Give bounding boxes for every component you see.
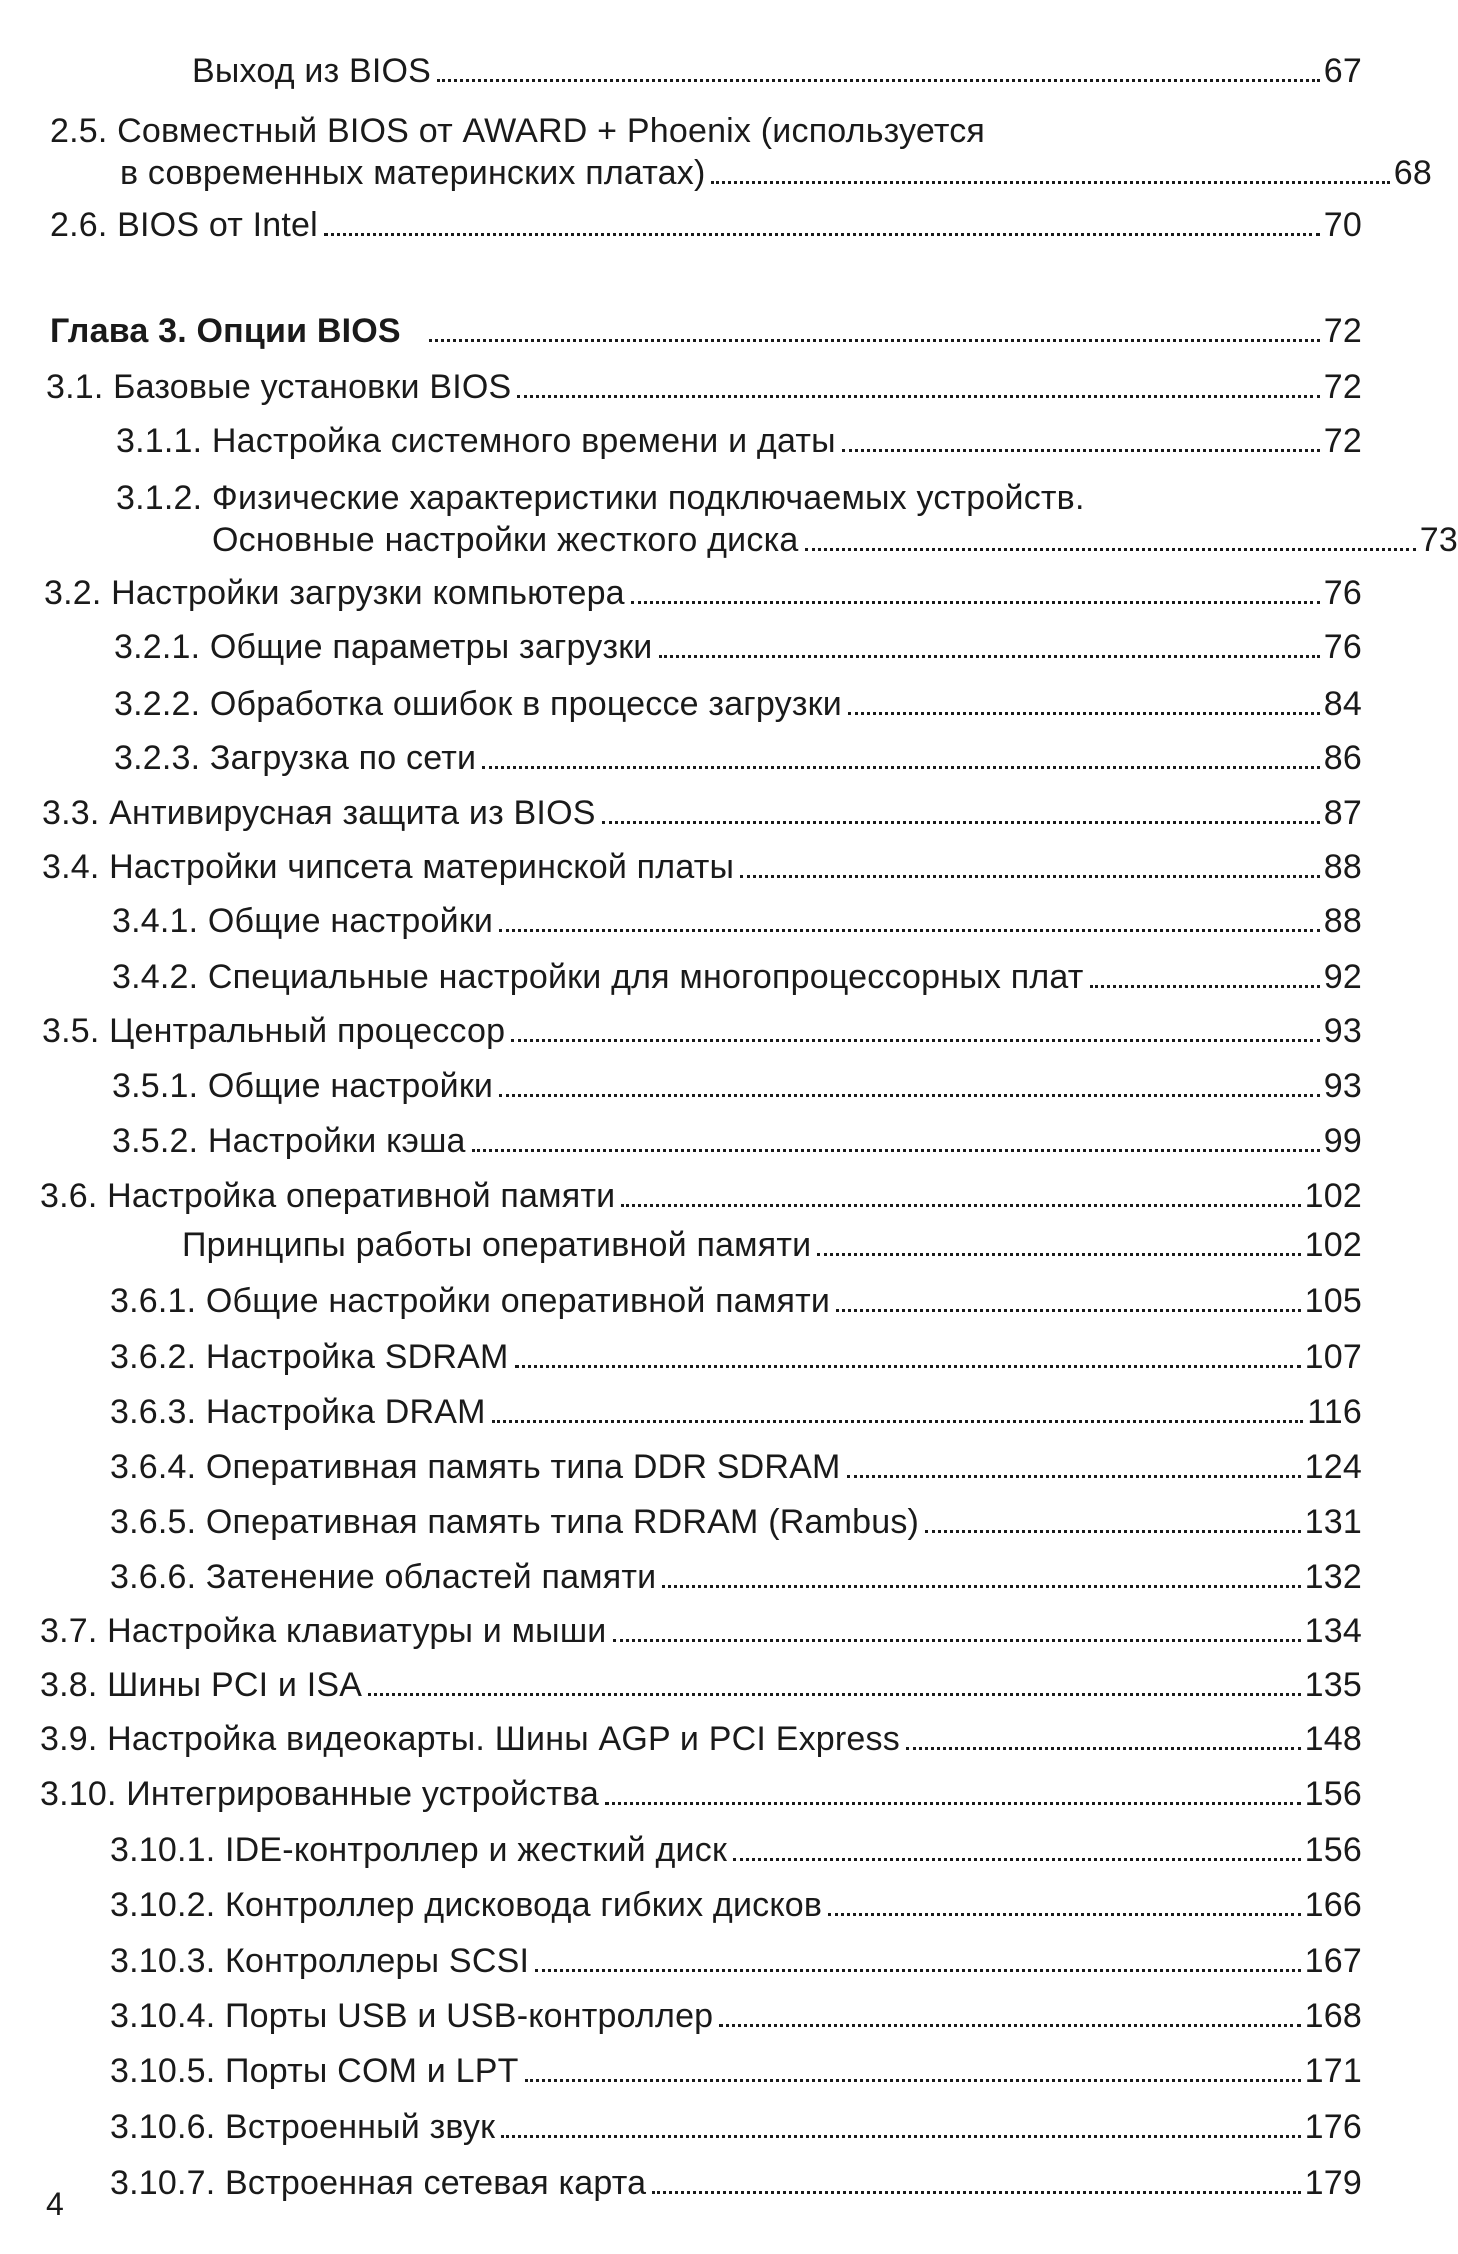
toc-page-number: 73 (1419, 521, 1458, 559)
toc-page-number: 135 (1304, 1666, 1362, 1704)
toc-entry-title: 3.6.1. Общие настройки оперативной памяти (110, 1282, 831, 1320)
toc-entry (0, 1884, 1362, 1926)
toc-entry-title-first-line: 3.1.2. Физические характеристики подключаемых устройств. (116, 479, 1085, 517)
toc-entry-title: 3.2.3. Загрузка по сети (114, 739, 477, 777)
toc-entry-title: 3.10.2. Контроллер дисковода гибких дисков (110, 1886, 823, 1924)
dot-leader (621, 1204, 1300, 1207)
toc-entry (0, 110, 1432, 194)
dot-leader (848, 712, 1320, 715)
toc-page-number: 76 (1323, 628, 1362, 666)
toc-entry-title: 3.10.7. Встроенная сетевая карта (110, 2164, 647, 2202)
dot-leader (499, 1094, 1320, 1097)
toc-entry-title: 3.6.2. Настройка SDRAM (110, 1338, 509, 1376)
toc-page-number: 131 (1304, 1503, 1362, 1541)
toc-page-number: 68 (1393, 154, 1432, 192)
toc-entry (0, 50, 1362, 92)
toc-entry (0, 204, 1362, 246)
toc-chapter-heading (0, 310, 1362, 352)
toc-entry-title: 3.10. Интегрированные устройства (40, 1775, 599, 1813)
dot-leader (652, 2191, 1300, 2194)
toc-entry-title: 3.5. Центральный процессор (42, 1012, 506, 1050)
dot-leader (805, 548, 1416, 551)
toc-entry-title: в современных материнских платах) (120, 154, 706, 192)
toc-entry (0, 1718, 1362, 1760)
toc-entry-title: 3.1. Базовые установки BIOS (46, 368, 512, 406)
toc-entry (0, 737, 1362, 779)
dot-leader (842, 449, 1320, 452)
toc-entry (0, 1065, 1362, 1107)
toc-entry (0, 1446, 1362, 1488)
toc-entry-title: 3.4.1. Общие настройки (112, 902, 494, 940)
dot-leader (828, 1913, 1300, 1916)
toc-page-number: 171 (1304, 2052, 1362, 2090)
toc-entry (0, 1995, 1362, 2037)
toc-entry (0, 626, 1362, 668)
toc-entry-title: 3.5.2. Настройки кэша (112, 1122, 466, 1160)
toc-page-number: 84 (1323, 685, 1362, 723)
dot-leader (740, 875, 1320, 878)
dot-leader (662, 1585, 1300, 1588)
toc-page-number: 93 (1323, 1067, 1362, 1105)
toc-page-number: 72 (1323, 422, 1362, 460)
toc-page-number: 102 (1304, 1177, 1362, 1215)
toc-page-number: 86 (1323, 739, 1362, 777)
dot-leader (368, 1693, 1301, 1696)
toc-entry-title: 3.10.4. Порты USB и USB-контроллер (110, 1997, 714, 2035)
toc-entry (0, 1501, 1362, 1543)
toc-page-number: 102 (1304, 1226, 1362, 1264)
toc-entry (0, 956, 1362, 998)
toc-page-number: 72 (1323, 368, 1362, 406)
toc-page-number: 124 (1304, 1448, 1362, 1486)
dot-leader (719, 2024, 1300, 2027)
dot-leader (492, 1420, 1304, 1423)
dot-leader (517, 395, 1319, 398)
dot-leader (659, 655, 1320, 658)
toc-entry-title: 3.10.3. Контроллеры SCSI (110, 1942, 530, 1980)
toc-page-number: 88 (1323, 902, 1362, 940)
toc-page-number: 116 (1307, 1393, 1362, 1431)
toc-page-number: 148 (1304, 1720, 1362, 1758)
dot-leader (613, 1639, 1301, 1642)
toc-entry-title: Принципы работы оперативной памяти (182, 1226, 812, 1264)
toc-entry (0, 846, 1362, 888)
dot-leader (472, 1149, 1320, 1152)
toc-entry (0, 2106, 1362, 2148)
toc-entry-title: 3.8. Шины PCI и ISA (40, 1666, 363, 1704)
toc-page-number: 70 (1323, 206, 1362, 244)
dot-leader (847, 1475, 1301, 1478)
toc-entry-title: 3.6.3. Настройка DRAM (110, 1393, 486, 1431)
toc-page-number: 176 (1304, 2108, 1362, 2146)
toc-entry (0, 1556, 1362, 1598)
page-number: 4 (46, 2186, 64, 2222)
toc-page-number: 168 (1304, 1997, 1362, 2035)
toc-entry (0, 2162, 1362, 2204)
toc-page-number: 156 (1304, 1831, 1362, 1869)
toc-entry-title: Выход из BIOS (192, 52, 432, 90)
toc-entry (0, 477, 1458, 561)
dot-leader (1090, 985, 1320, 988)
toc-entry (0, 420, 1362, 462)
toc-entry-title: 3.6.4. Оперативная память типа DDR SDRAM (110, 1448, 841, 1486)
dot-leader (525, 2079, 1301, 2082)
toc-entry (0, 1120, 1362, 1162)
dot-leader (535, 1969, 1301, 1972)
dot-leader (429, 339, 1320, 342)
dot-leader (817, 1253, 1300, 1256)
toc-entry (0, 1391, 1362, 1433)
toc-entry (0, 2050, 1362, 2092)
toc-entry (0, 1773, 1362, 1815)
toc-entry (0, 1664, 1362, 1706)
dot-leader (511, 1039, 1320, 1042)
dot-leader (605, 1802, 1301, 1805)
toc-entry-title: 3.10.1. IDE-контроллер и жесткий диск (110, 1831, 728, 1869)
toc-entry-title: 3.6.6. Затенение областей памяти (110, 1558, 657, 1596)
toc-entry-title: Основные настройки жесткого диска (212, 521, 799, 559)
toc-entry-title: 3.2.2. Обработка ошибок в процессе загрузки (114, 685, 842, 723)
dot-leader (711, 181, 1389, 184)
toc-page-number: 76 (1323, 574, 1362, 612)
dot-leader (836, 1309, 1301, 1312)
toc-entry (0, 572, 1362, 614)
toc-page-number: 105 (1304, 1282, 1362, 1320)
toc-page-number: 93 (1323, 1012, 1362, 1050)
toc-page-number: 67 (1323, 52, 1362, 90)
toc-entry (0, 792, 1362, 834)
toc-page-number: 156 (1304, 1775, 1362, 1813)
toc-page-number: 166 (1304, 1886, 1362, 1924)
toc-entry-title: 3.9. Настройка видеокарты. Шины AGP и PCI Express (40, 1720, 900, 1758)
toc-entry-title: 3.6. Настройка оперативной памяти (40, 1177, 616, 1215)
toc-page-number: 167 (1304, 1942, 1362, 1980)
dot-leader (501, 2135, 1300, 2138)
toc-page-number: 88 (1323, 848, 1362, 886)
dot-leader (925, 1530, 1301, 1533)
toc-entry-title: 3.2. Настройки загрузки компьютера (44, 574, 625, 612)
toc-entry-title: 3.6.5. Оперативная память типа RDRAM (Rambus) (110, 1503, 920, 1541)
toc-entry (0, 1829, 1362, 1871)
toc-entry (0, 1010, 1362, 1052)
toc-entry-title: 3.3. Антивирусная защита из BIOS (42, 794, 596, 832)
toc-entry (0, 1175, 1362, 1217)
toc-page-number: 107 (1304, 1338, 1362, 1376)
toc-page-number: 87 (1323, 794, 1362, 832)
toc-entry-title: 3.5.1. Общие настройки (112, 1067, 494, 1105)
dot-leader (515, 1365, 1301, 1368)
dot-leader (437, 79, 1320, 82)
toc-entry-title-first-line: 2.5. Совместный BIOS от AWARD + Phoenix (используется (50, 112, 986, 150)
toc-entry (0, 1610, 1362, 1652)
toc-entry (0, 1224, 1362, 1266)
toc-entry (0, 366, 1362, 408)
toc-page-number: 92 (1323, 958, 1362, 996)
toc-entry-title: Глава 3. Опции BIOS (50, 312, 401, 350)
toc-page-number: 72 (1323, 312, 1362, 350)
toc-entry-title: 3.4.2. Специальные настройки для многопроцессорных плат (112, 958, 1084, 996)
toc-entry-title: 3.7. Настройка клавиатуры и мыши (40, 1612, 607, 1650)
toc-entry-title: 3.4. Настройки чипсета материнской платы (42, 848, 735, 886)
toc-entry (0, 683, 1362, 725)
toc-entry (0, 1940, 1362, 1982)
toc-entry (0, 900, 1362, 942)
dot-leader (482, 766, 1320, 769)
toc-entry-title: 3.10.5. Порты COM и LPT (110, 2052, 519, 2090)
dot-leader (499, 929, 1320, 932)
dot-leader (631, 601, 1320, 604)
dot-leader (906, 1747, 1301, 1750)
toc-entry-title: 3.10.6. Встроенный звук (110, 2108, 496, 2146)
toc-page-number: 132 (1304, 1558, 1362, 1596)
toc-entry (0, 1280, 1362, 1322)
toc-entry (0, 1336, 1362, 1378)
dot-leader (602, 821, 1320, 824)
toc-page-number: 99 (1323, 1122, 1362, 1160)
toc-page-number: 134 (1304, 1612, 1362, 1650)
toc-entry-title: 3.2.1. Общие параметры загрузки (114, 628, 653, 666)
dot-leader (324, 233, 1320, 236)
dot-leader (733, 1858, 1301, 1861)
toc-entry-title: 2.6. BIOS от Intel (50, 206, 318, 244)
toc-page-number: 179 (1304, 2164, 1362, 2202)
toc-entry-title: 3.1.1. Настройка системного времени и даты (116, 422, 836, 460)
